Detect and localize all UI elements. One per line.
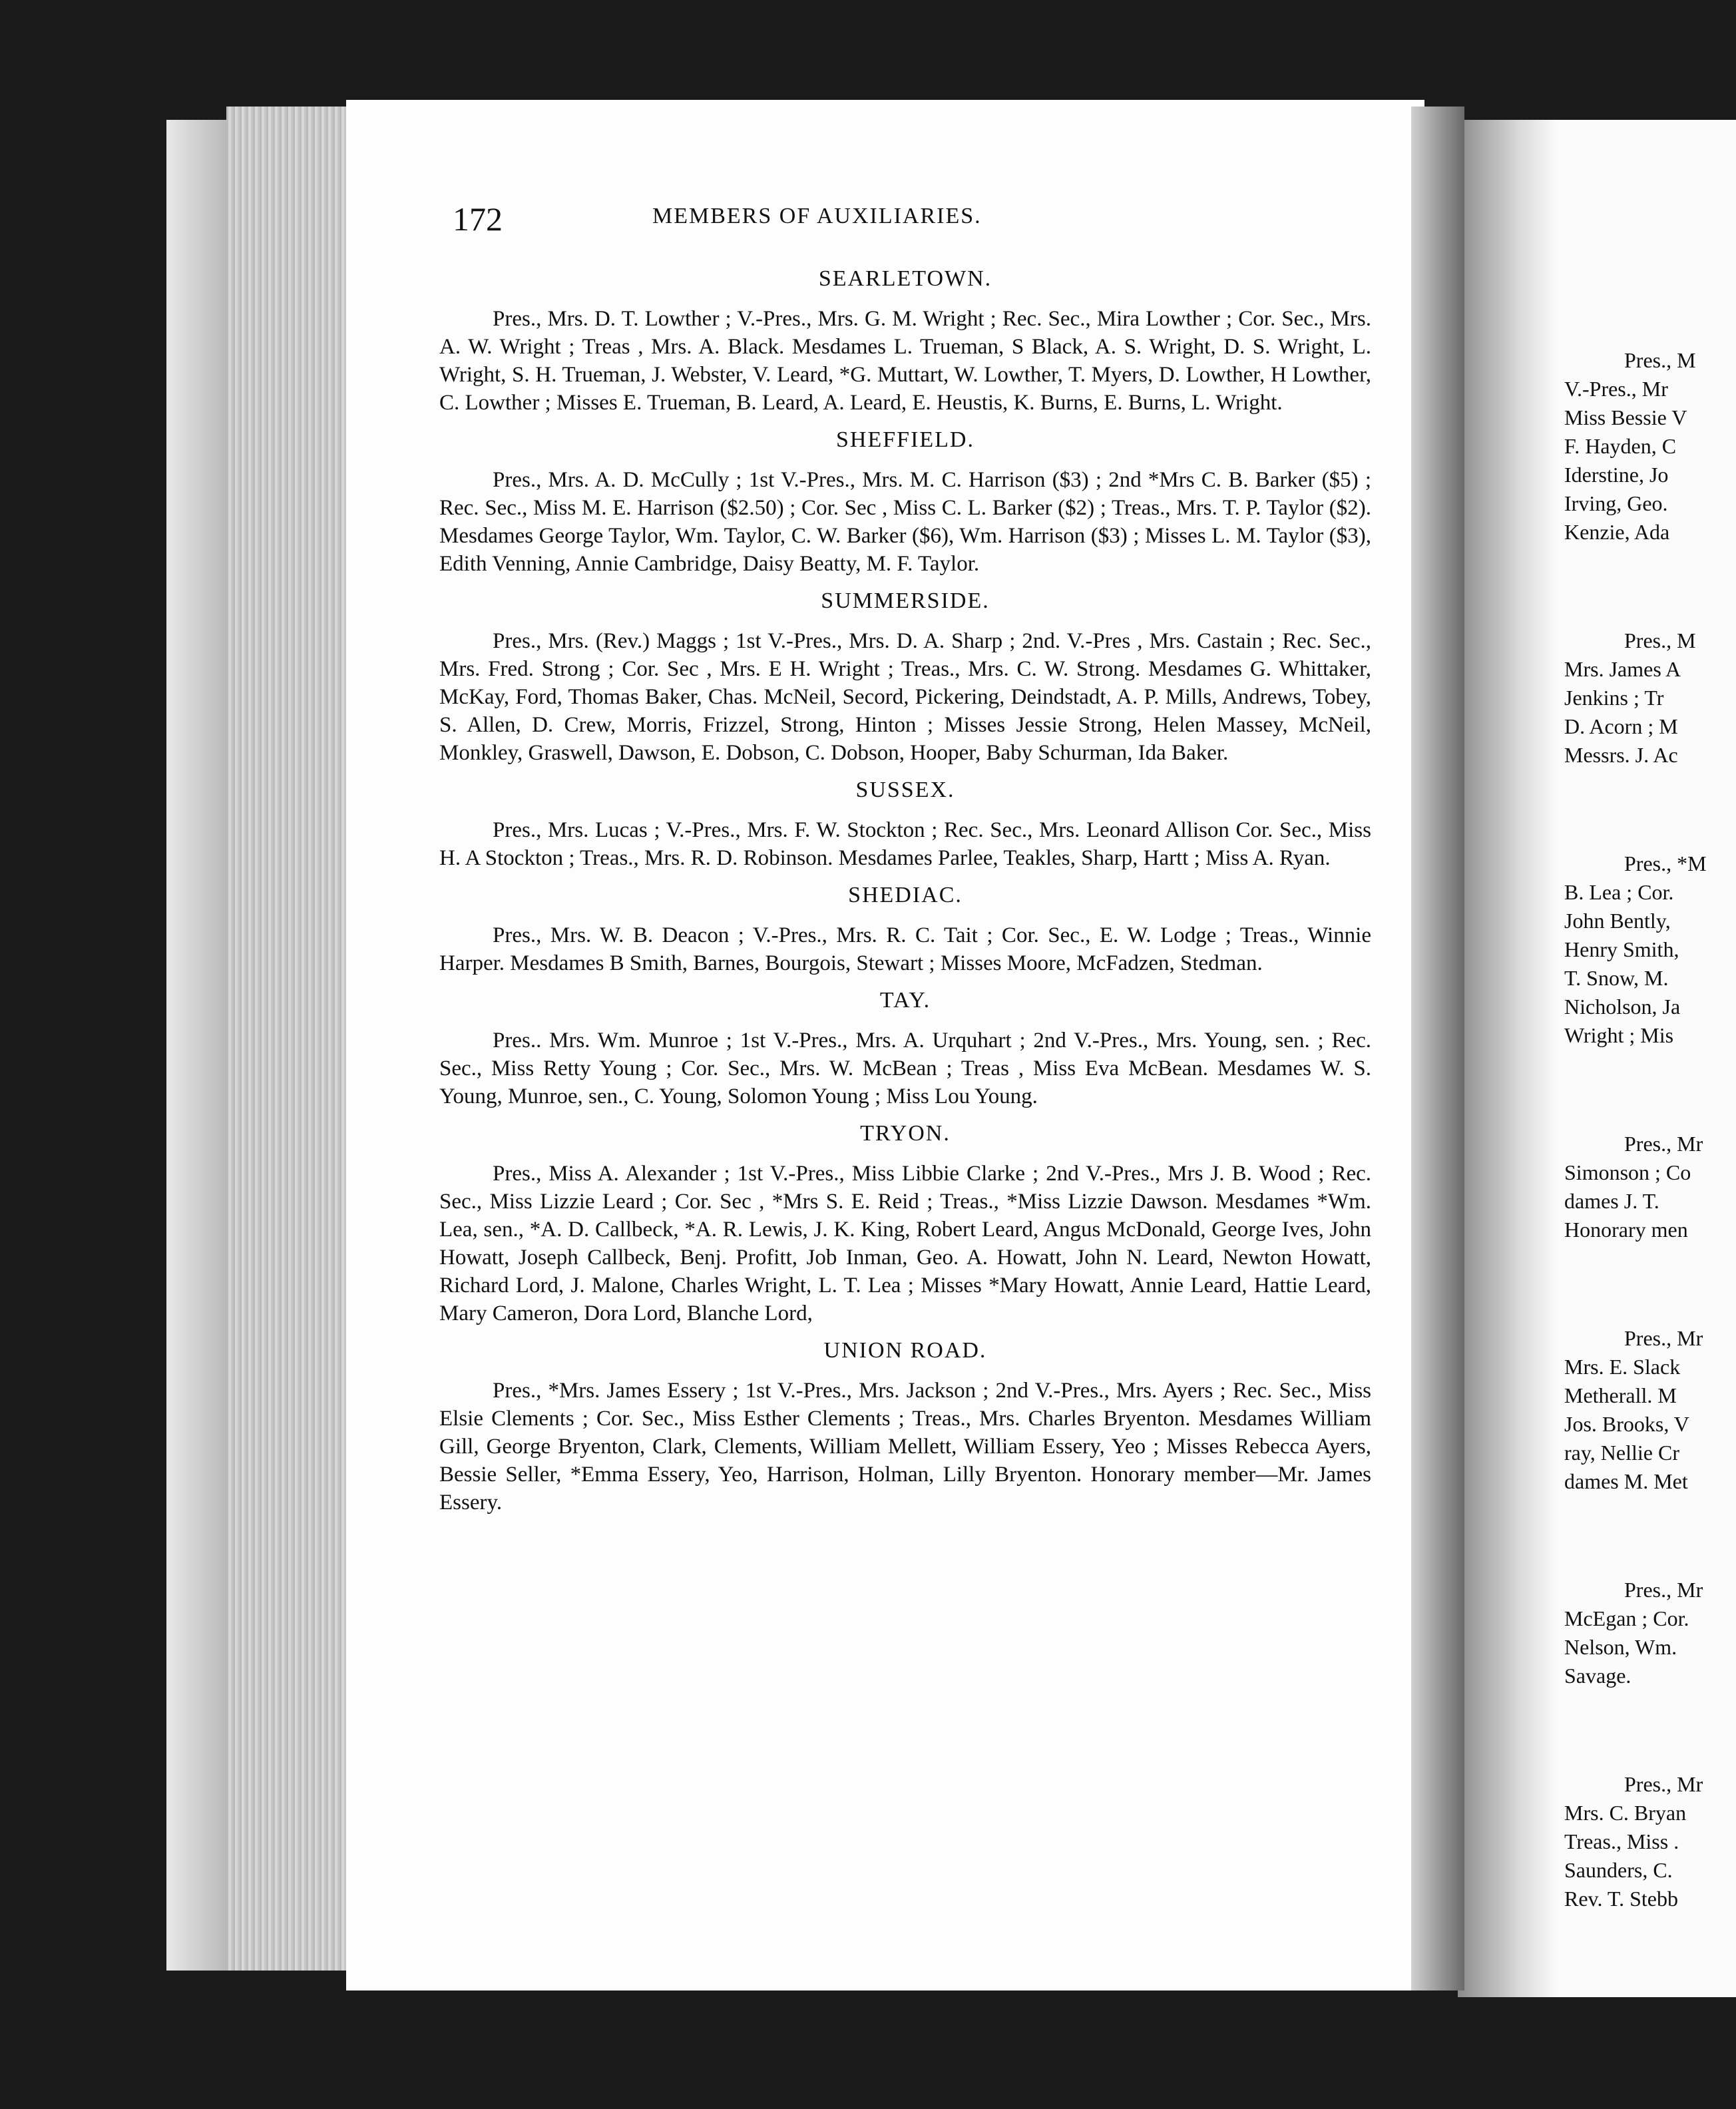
fragment-line: Nelson, Wm. (1564, 1635, 1677, 1659)
fragment-line: Rev. T. Stebb (1564, 1887, 1678, 1911)
section-heading: TAY. (879, 988, 931, 1013)
fragment-line: Jos. Brooks, V (1564, 1412, 1689, 1436)
fragment-group (1564, 849, 1736, 1050)
running-title: MEMBERS OF AUXILIARIES. (652, 204, 982, 228)
section-sussex (439, 778, 1371, 872)
section-tryon (439, 1121, 1371, 1327)
fragment-line: Mrs. James A (1564, 657, 1681, 681)
fragment-line: Iderstine, Jo (1564, 463, 1669, 487)
section-text: Pres., Mrs. D. T. Lowther ; V.-Pres., Mrs. G. M. Wright ; Rec. Sec., Mira Lowther ; Cor. Sec., Mrs. A. W. Wright ; Treas , Mrs. A. Black. Mesdames L. Trueman, S Black, A. S. Wright, D. S. Wright, L. Wright, S. H. Trueman, J. Webster, V. Leard, *G. Muttart, W. Lowther, T. Myers, D. Lowther, H Lowther, C. Lowther ; Misses E. Trueman, B. Leard, A. Leard, E. Heustis, K. Burns, E. Burns, L. Wright. (439, 307, 1371, 415)
fragment-line: Pres., Mr (1624, 1578, 1703, 1602)
section-text: Pres., Mrs. A. D. McCully ; 1st V.-Pres., Mrs. M. C. Harrison ($3) ; 2nd *Mrs C. B. Barker ($5) ; Rec. Sec., Miss M. E. Harrison ($2.50) ; Cor. Sec , Miss C. L. Barker ($2) ; Treas., Mrs. T. P. Taylor ($2). Mesdames George Taylor, Wm. Taylor, C. W. Barker ($6), Wm. Harrison ($3) ; Misses L. M. Taylor ($3), Edith Venning, Annie Cambridge, Daisy Beatty, M. F. Taylor. (439, 468, 1371, 576)
fragment-line: dames M. Met (1564, 1469, 1688, 1493)
page-number: 172 (453, 200, 503, 238)
fragment-group (1564, 1576, 1736, 1690)
fragment-group (1564, 626, 1736, 770)
fragment-line: Pres., *M (1624, 851, 1707, 875)
fragment-line: Henry Smith, (1564, 937, 1679, 961)
fragment-line: Simonson ; Co (1564, 1160, 1691, 1184)
section-heading: UNION ROAD. (823, 1338, 987, 1363)
section-text: Pres., Mrs. (Rev.) Maggs ; 1st V.-Pres., Mrs. D. A. Sharp ; 2nd. V.-Pres , Mrs. Castain ; Rec. Sec., Mrs. Fred. Strong ; Cor. Sec , Mrs. E H. Wright ; Treas., Mrs. C. W. Strong. Mesdames G. Whittaker, McKay, Ford, Thomas Baker, Chas. McNeil, Secord, Pickering, Deindstadt, A. P. Mills, Andrews, Tobey, S. Allen, D. Crew, Morris, Frizzel, Strong, Hinton ; Misses Jessie Strong, Helen Massey, McNeil, Monkley, Graswell, Dawson, E. Dobson, C. Dobson, Hooper, Baby Schurman, Ida Baker. (439, 629, 1371, 765)
fragment-line: Wright ; Mis (1564, 1023, 1674, 1047)
right-page-text-fragments (1564, 346, 1736, 1993)
section-text: Pres.. Mrs. Wm. Munroe ; 1st V.-Pres., Mrs. A. Urquhart ; 2nd V.-Pres., Mrs. Young, sen. ; Rec. Sec., Miss Retty Young ; Cor. Sec., Mrs. W. McBean ; Treas , Miss Eva McBean. Mesdames W. S. Young, Munroe, sen., C. Young, Solomon Young ; Miss Lou Young. (439, 1029, 1371, 1108)
fragment-line: Pres., Mr (1624, 1132, 1703, 1156)
fragment-line: ray, Nellie Cr (1564, 1441, 1679, 1465)
fragment-line: Jenkins ; Tr (1564, 686, 1664, 710)
fragment-line: Savage. (1564, 1664, 1631, 1688)
section-heading: SUMMERSIDE. (821, 588, 990, 613)
fragment-line: Nicholson, Ja (1564, 995, 1681, 1019)
fragment-line: Kenzie, Ada (1564, 520, 1670, 544)
fragment-line: Honorary men (1564, 1218, 1688, 1242)
section-searletown (439, 266, 1371, 417)
fragment-line: Mrs. C. Bryan (1564, 1801, 1687, 1825)
section-sheffield (439, 427, 1371, 578)
page-header (453, 200, 1365, 253)
fragment-line: V.-Pres., Mr (1564, 377, 1668, 401)
fragment-line: Pres., Mr (1624, 1772, 1703, 1796)
section-text: Pres., *Mrs. James Essery ; 1st V.-Pres., Mrs. Jackson ; 2nd V.-Pres., Mrs. Ayers ; Rec. Sec., Miss Elsie Clements ; Cor. Sec., Miss Esther Clements ; Treas., Mrs. Charles Bryenton. Mesdames William Gill, George Bryenton, Clark, Clements, William Mellett, William Essery, Yeo ; Misses Rebecca Ayers, Bessie Seller, *Emma Essery, Yeo, Harrison, Holman, Lilly Bryenton. Honorary member—Mr. James Essery. (439, 1379, 1371, 1515)
section-heading: TRYON. (860, 1121, 951, 1146)
section-heading: SHEFFIELD. (836, 427, 975, 452)
fragment-line: T. Snow, M. (1564, 966, 1669, 990)
section-text: Pres., Mrs. Lucas ; V.-Pres., Mrs. F. W. Stockton ; Rec. Sec., Mrs. Leonard Allison Cor. Sec., Miss H. A Stockton ; Treas., Mrs. R. D. Robinson. Mesdames Parlee, Teakles, Sharp, Hartt ; Miss A. Ryan. (439, 818, 1371, 870)
page-edges (226, 107, 359, 1971)
section-tay (439, 988, 1371, 1110)
fragment-group (1564, 1770, 1736, 1913)
fragment-line: Pres., Mr (1624, 1326, 1703, 1350)
section-union-road (439, 1338, 1371, 1517)
fragment-group (1564, 1324, 1736, 1496)
section-text: Pres., Miss A. Alexander ; 1st V.-Pres., Miss Libbie Clarke ; 2nd V.-Pres., Mrs J. B. Wood ; Rec. Sec., Miss Lizzie Leard ; Cor. Sec , *Mrs S. E. Reid ; Treas., *Miss Lizzie Dawson. Mesdames *Wm. Lea, sen., *A. D. Callbeck, *A. R. Lewis, J. K. King, Robert Leard, Angus McDonald, George Ives, John Howatt, Joseph Callbeck, Benj. Profitt, Job Inman, Geo. A. Howatt, John N. Leard, Newton Howatt, Richard Lord, J. Malone, Charles Wright, L. T. Lea ; Misses *Mary Howatt, Annie Leard, Hattie Leard, Mary Cameron, Dora Lord, Blanche Lord, (439, 1162, 1371, 1325)
auxiliary-listings (439, 266, 1371, 1527)
fragment-group (1564, 1130, 1736, 1244)
section-text: Pres., Mrs. W. B. Deacon ; V.-Pres., Mrs. R. C. Tait ; Cor. Sec., E. W. Lodge ; Treas., Winnie Harper. Mesdames B Smith, Barnes, Bourgois, Stewart ; Misses Moore, McFadzen, Stedman. (439, 923, 1371, 975)
fragment-line: F. Hayden, C (1564, 434, 1677, 458)
fragment-line: McEgan ; Cor. (1564, 1606, 1689, 1630)
book-gutter (1411, 107, 1464, 1991)
fragment-line: Metherall. M (1564, 1383, 1677, 1407)
fragment-line: Pres., M (1624, 348, 1696, 372)
fragment-group (1564, 346, 1736, 547)
section-summerside (439, 588, 1371, 767)
fragment-line: B. Lea ; Cor. (1564, 880, 1674, 904)
fragment-line: dames J. T. (1564, 1189, 1659, 1213)
fragment-line: Messrs. J. Ac (1564, 743, 1678, 767)
fragment-line: John Bently, (1564, 909, 1671, 933)
section-shediac (439, 883, 1371, 977)
fragment-line: Saunders, C. (1564, 1858, 1673, 1882)
section-heading: SHEDIAC. (848, 883, 963, 907)
fragment-line: Irving, Geo. (1564, 491, 1668, 515)
section-heading: SUSSEX. (855, 778, 955, 802)
section-heading: SEARLETOWN. (818, 266, 992, 291)
fragment-line: D. Acorn ; M (1564, 714, 1678, 738)
fragment-line: Pres., M (1624, 628, 1696, 652)
fragment-line: Mrs. E. Slack (1564, 1355, 1681, 1379)
fragment-line: Miss Bessie V (1564, 405, 1687, 429)
fragment-line: Treas., Miss . (1564, 1829, 1679, 1853)
right-page-gutter-shadow (1458, 120, 1558, 1997)
